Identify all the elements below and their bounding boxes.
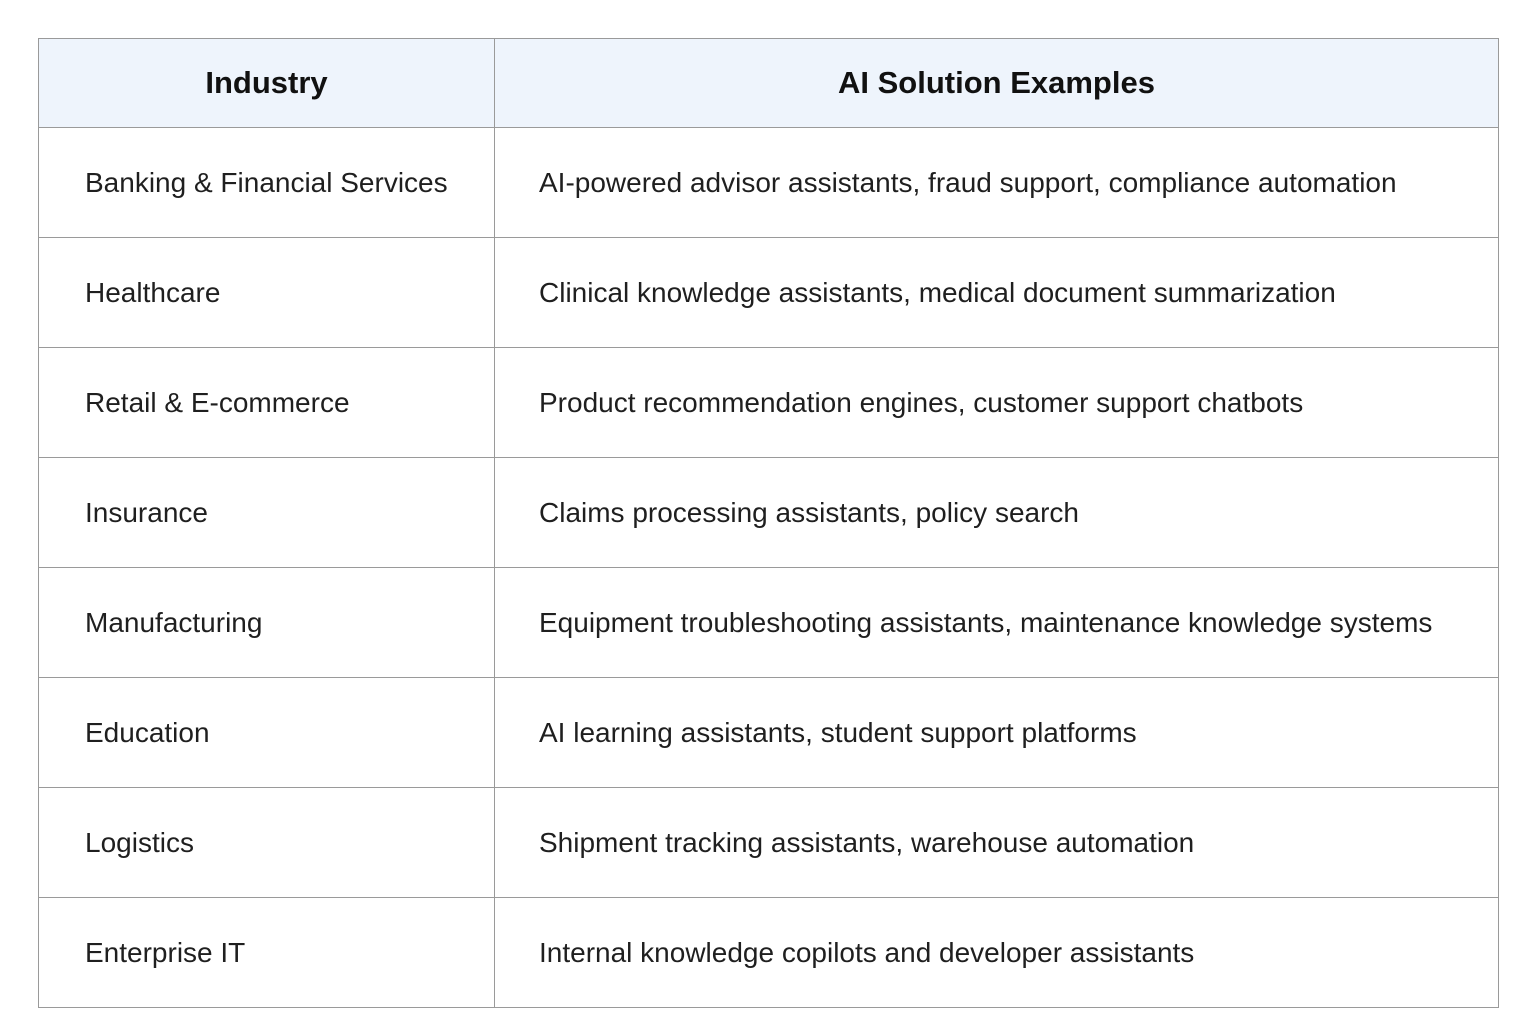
industry-cell: Manufacturing (39, 568, 495, 678)
table-row (39, 128, 1499, 238)
header-ai-solution-examples: AI Solution Examples (495, 39, 1499, 128)
industry-cell: Insurance (39, 458, 495, 568)
industry-solutions-table-container (38, 38, 1498, 980)
table-body (39, 128, 1499, 1008)
solution-cell: Clinical knowledge assistants, medical document summarization (495, 238, 1499, 348)
solution-cell: Product recommendation engines, customer support chatbots (495, 348, 1499, 458)
table-row (39, 898, 1499, 1008)
table-row (39, 458, 1499, 568)
industry-solutions-table (38, 38, 1499, 1008)
table-row (39, 348, 1499, 458)
header-industry: Industry (39, 39, 495, 128)
table-row (39, 678, 1499, 788)
industry-cell: Healthcare (39, 238, 495, 348)
solution-cell: AI-powered advisor assistants, fraud support, compliance automation (495, 128, 1499, 238)
table-header (39, 39, 1499, 128)
solution-cell: Claims processing assistants, policy search (495, 458, 1499, 568)
industry-cell: Retail & E-commerce (39, 348, 495, 458)
industry-cell: Enterprise IT (39, 898, 495, 1008)
solution-cell: Shipment tracking assistants, warehouse automation (495, 788, 1499, 898)
header-row (39, 39, 1499, 128)
industry-cell: Logistics (39, 788, 495, 898)
table-row (39, 568, 1499, 678)
table-row (39, 238, 1499, 348)
industry-cell: Education (39, 678, 495, 788)
industry-cell: Banking & Financial Services (39, 128, 495, 238)
table-row (39, 788, 1499, 898)
solution-cell: Internal knowledge copilots and developer assistants (495, 898, 1499, 1008)
solution-cell: AI learning assistants, student support platforms (495, 678, 1499, 788)
solution-cell: Equipment troubleshooting assistants, maintenance knowledge systems (495, 568, 1499, 678)
